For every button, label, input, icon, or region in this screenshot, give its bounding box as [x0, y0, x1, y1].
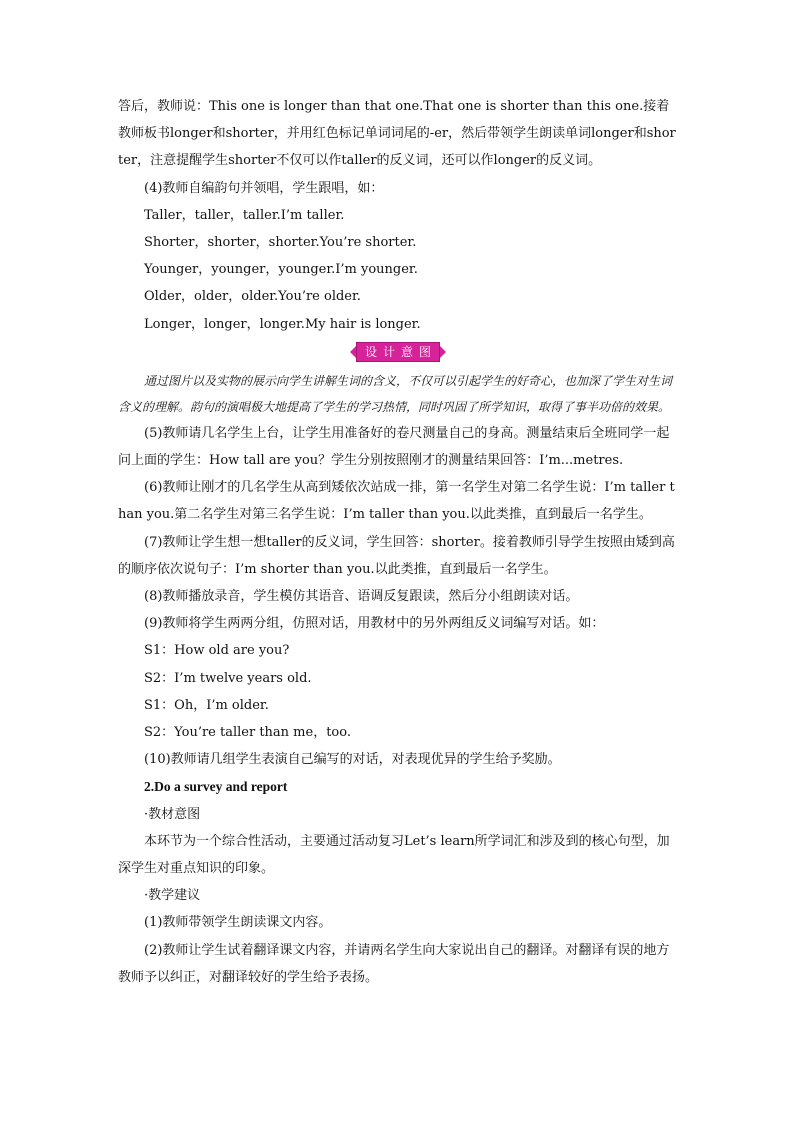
paragraph-step-4: (4)教师自编韵句并领唱，学生跟唱，如： [144, 180, 384, 196]
paragraph-intro: 答后，教师说：This one is longer than that one.That one is shorter than this one.接着教师板书longer和shorter，并用红色标记单词词尾的-er，然后带领学生朗读单词longer和shorter，注意提醒学生shorter不仅可以作taller的反义词，还可以作longer的反义词。 [118, 99, 676, 169]
rhyme-line-2: Shorter，shorter，shorter.You’re shorter. [144, 235, 417, 251]
dialogue-line-4: S2：You’re taller than me，too. [144, 725, 351, 741]
paragraph-step-7: (7)教师让学生想一想taller的反义词，学生回答：shorter。接着教师引导学生按照由矮到高的顺序依次说句子：I’m shorter than you.以此类推，直到最后一名学生。 [118, 534, 675, 577]
rhyme-line-5: Longer，longer，longer.My hair is longer. [144, 316, 421, 332]
design-intent-text: 通过图片以及实物的展示向学生讲解生词的含义，不仅可以引起学生的好奇心，也加深了学生对生词含义的理解。韵句的演唱极大地提高了学生的学习热情，同时巩固了所学知识，取得了事半功倍的效果。 [118, 373, 673, 414]
section-2-heading: 2.Do a survey and report [144, 779, 288, 795]
paragraph-step-9: (9)教师将学生两两分组，仿照对话，用教材中的另外两组反义词编写对话。如： [144, 616, 605, 632]
dialogue-line-3: S1：Oh，I’m older. [144, 697, 269, 713]
paragraph-step-10: (10)教师请几组学生表演自己编写的对话，对表现优异的学生给予奖励。 [144, 752, 561, 768]
section-2-item-1: (1)教师带领学生朗读课文内容。 [144, 915, 332, 931]
dialogue-line-1: S1：How old are you? [144, 643, 290, 659]
section-2-paragraph: 本环节为一个综合性活动，主要通过活动复习Let’s learn所学词汇和涉及到的核心句型，加深学生对重点知识的印象。 [118, 833, 670, 877]
rhyme-line-3: Younger，younger，younger.I’m younger. [144, 262, 418, 278]
rhyme-line-1: Taller，taller，taller.I’m taller. [144, 207, 345, 223]
section-2-label-suggestion: ·教学建议 [144, 888, 201, 904]
paragraph-step-8: (8)教师播放录音，学生模仿其语音、语调反复跟读，然后分小组朗读对话。 [144, 589, 579, 605]
section-2-item-2: (2)教师让学生试着翻译课文内容，并请两名学生向大家说出自己的翻译。对翻译有误的地方教师予以纠正，对翻译较好的学生给予表扬。 [118, 942, 670, 985]
design-intent-badge: 设计意图 [356, 342, 440, 362]
document-page [118, 93, 678, 991]
rhyme-line-4: Older，older，older.You’re older. [144, 289, 361, 305]
section-2-label-intent: ·教材意图 [144, 806, 201, 822]
paragraph-step-6: (6)教师让刚才的几名学生从高到矮依次站成一排，第一名学生对第二名学生说：I’m taller than you.第二名学生对第三名学生说：I’m taller than you.以此类推，直到最后一名学生。 [118, 480, 675, 523]
dialogue-line-2: S2：I’m twelve years old. [144, 670, 312, 686]
design-intent-banner [118, 340, 678, 366]
paragraph-step-5: (5)教师请几名学生上台，让学生用准备好的卷尺测量自己的身高。测量结束后全班同学一起问上面的学生：How tall are you？学生分别按照刚才的测量结果回答：I’m...metres. [118, 425, 670, 469]
